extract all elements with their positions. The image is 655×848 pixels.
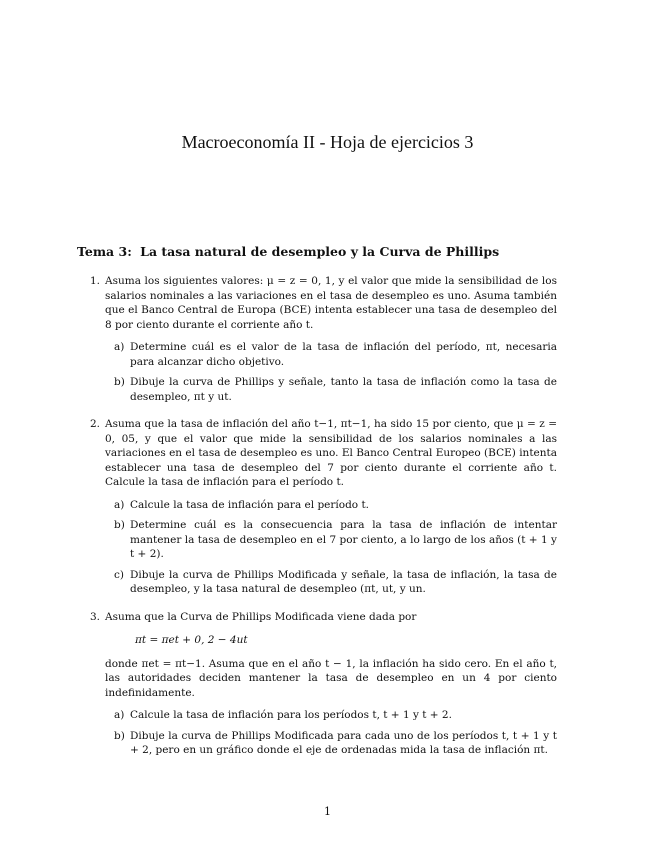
section-heading bbox=[77, 244, 499, 259]
subitem-label: b) bbox=[114, 376, 125, 388]
subitem-text: Dibuje la curva de Phillips Modificada para cada uno de los períodos t, t + 1 y t + 2, pero en un gráfico donde el eje de ordenadas mida la tasa de inflación πt. bbox=[130, 729, 557, 756]
problem-text: Asuma que la tasa de inflación del año t−1, πt−1, ha sido 15 por ciento, que μ = z = 0, 05, y que el valor que mide la sensibilidad de los salarios nominales a las variaciones en el tasa de desempleo es uno. El Banco Central Europeo (BCE) intenta establecer una tasa de desempleo del 7 por ciento durante el corriente año t. Calcule la tasa de inflación para el período t. bbox=[105, 418, 557, 488]
subitem-label: a) bbox=[114, 341, 125, 353]
subitem-text: Dibuje la curva de Phillips Modificada y señale, la tasa de inflación, la tasa de desempleo, y la tasa natural de desempleo (πt, ut, y un. bbox=[130, 568, 557, 595]
problem-3 bbox=[77, 610, 557, 758]
problem-2 bbox=[77, 417, 557, 597]
subitem-list bbox=[105, 340, 557, 404]
subitem-text: Dibuje la curva de Phillips y señale, tanto la tasa de inflación como la tasa de desempleo, πt y ut. bbox=[130, 376, 557, 403]
subitem-text: Determine cuál es la consecuencia para la tasa de inflación de intentar mantener la tasa de desempleo en el 7 por ciento, a lo largo de los años (t + 1 y t + 2). bbox=[130, 519, 557, 560]
subitem bbox=[105, 498, 557, 513]
problem-number: 3. bbox=[90, 610, 101, 623]
problem-text-after: donde πet = πt−1. Asuma que en el año t − 1, la inflación ha sido cero. En el año t, las autoridades deciden mantener la tasa de desempleo en un 4 por ciento indefinidamente. bbox=[105, 657, 557, 699]
problem-list bbox=[77, 274, 557, 764]
subitem-label: b) bbox=[114, 729, 125, 742]
subitem-label: a) bbox=[114, 709, 125, 721]
subitem-list bbox=[105, 498, 557, 597]
equation: πt = πet + 0, 2 − 4ut bbox=[135, 634, 248, 646]
problem-number: 1. bbox=[90, 275, 101, 287]
section-label: Tema 3: bbox=[77, 244, 132, 259]
subitem bbox=[105, 708, 557, 723]
subitem-text: Calcule la tasa de inflación para el período t. bbox=[130, 498, 370, 511]
problem-text: Asuma que la Curva de Phillips Modificada viene dada por bbox=[105, 610, 417, 623]
subitem-label: c) bbox=[114, 568, 124, 581]
problem-text: Asuma los siguientes valores: μ = z = 0, 1, y el valor que mide la sensibilidad de los salarios nominales a las variaciones en el tasa de desempleo es uno. Asuma también que el Banco Central de Europa (BCE) intenta establecer una tasa de desempleo del 8 por ciento durante el corriente año t. bbox=[105, 275, 557, 331]
subitem bbox=[105, 375, 557, 404]
subitem bbox=[105, 518, 557, 562]
problem-number: 2. bbox=[90, 418, 101, 430]
subitem bbox=[105, 340, 557, 369]
subitem-text: Calcule la tasa de inflación para los períodos t, t + 1 y t + 2. bbox=[130, 709, 452, 721]
problem-1 bbox=[77, 274, 557, 404]
subitem-list bbox=[105, 708, 557, 758]
subitem-label: b) bbox=[114, 519, 125, 531]
section-title: La tasa natural de desempleo y la Curva de Phillips bbox=[140, 244, 500, 259]
subitem-text: Determine cuál es el valor de la tasa de inflación del período, πt, necesaria para alcanzar dicho objetivo. bbox=[130, 341, 557, 368]
page-number: 1 bbox=[324, 805, 331, 818]
subitem-label: a) bbox=[114, 498, 125, 511]
document-title: Macroeconomía II - Hoja de ejercicios 3 bbox=[181, 132, 474, 152]
subitem bbox=[105, 568, 557, 597]
subitem bbox=[105, 729, 557, 758]
